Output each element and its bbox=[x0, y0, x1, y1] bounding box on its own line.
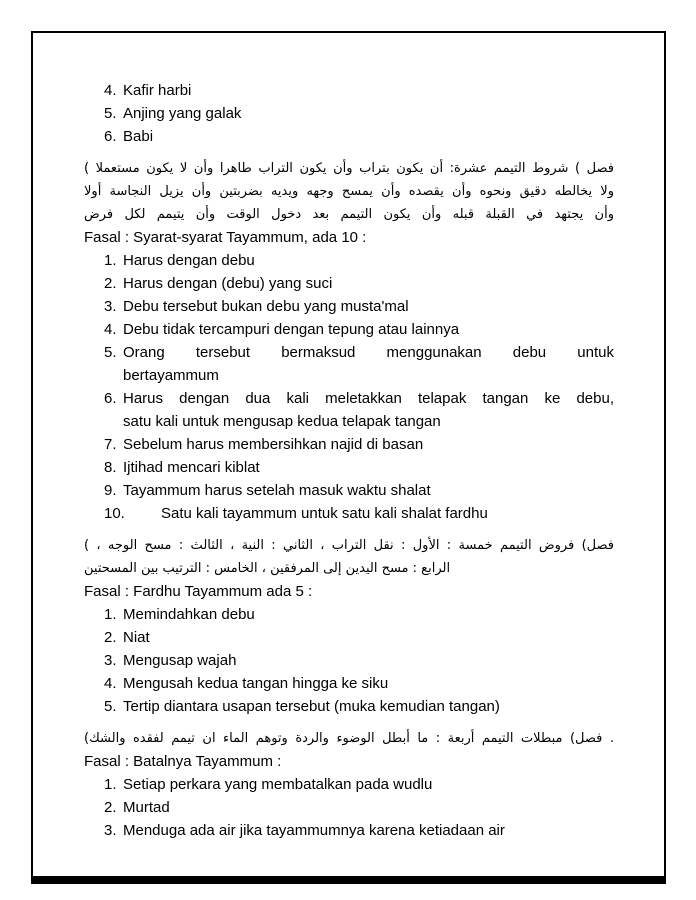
list-item bbox=[104, 79, 614, 102]
item-text: Satu kali tayammum untuk satu kali shalat fardhu bbox=[161, 505, 488, 522]
item-text: Sebelum harus membersihkan najid di basan bbox=[123, 436, 424, 453]
item-number: 3. bbox=[104, 298, 117, 315]
list-item bbox=[104, 249, 614, 272]
item-number: 4. bbox=[104, 321, 117, 338]
item-number: 5. bbox=[104, 344, 117, 361]
item-number: 1. bbox=[104, 252, 117, 269]
list-item bbox=[104, 433, 614, 456]
item-number: 2. bbox=[104, 629, 117, 646]
item-text: Murtad bbox=[123, 799, 170, 816]
arabic-line: وأن يجتهد في القبلة قبله وأن يكون التيمم بعد دخول الوقت وأن يتيمم لكل فرض bbox=[84, 207, 614, 222]
item-text: Ijtihad mencari kiblat bbox=[123, 459, 260, 476]
list-item bbox=[104, 819, 614, 842]
list-item bbox=[104, 387, 614, 410]
item-number bbox=[104, 364, 123, 387]
item-text: Debu tersebut bukan debu yang musta'mal bbox=[123, 298, 409, 315]
arabic-line: فصل) فروض التيمم خمسة : الأول : نقل التراب ، الثاني : النية ، الثالث : مسح الوجه ، ) bbox=[84, 538, 614, 553]
list-item bbox=[104, 102, 614, 125]
item-number: 6. bbox=[104, 128, 117, 145]
list-item bbox=[104, 695, 614, 718]
item-text: Harus dengan debu bbox=[123, 252, 255, 269]
intro-numbered-list bbox=[84, 79, 614, 148]
item-number: 5. bbox=[104, 105, 117, 122]
list-item bbox=[104, 479, 614, 502]
list-item bbox=[104, 626, 614, 649]
list-item bbox=[104, 603, 614, 626]
list-item bbox=[104, 672, 614, 695]
list-item bbox=[104, 410, 614, 433]
item-text: Orang tersebut bermaksud menggunakan debu untuk bbox=[123, 344, 614, 361]
item-text: Tertip diantara usapan tersebut (muka kemudian tangan) bbox=[123, 698, 500, 715]
item-text: Harus dengan dua kali meletakkan telapak tangan ke debu, bbox=[123, 390, 614, 407]
section-batalnya-tayammum bbox=[84, 727, 614, 842]
item-text: Tayammum harus setelah masuk waktu shalat bbox=[123, 482, 431, 499]
list-item bbox=[104, 649, 614, 672]
list-item bbox=[104, 796, 614, 819]
section-heading-syarat: Fasal : Syarat-syarat Tayammum, ada 10 : bbox=[84, 229, 367, 246]
item-text: Harus dengan (debu) yang suci bbox=[123, 275, 333, 292]
item-text: Niat bbox=[123, 629, 150, 646]
arabic-line: . فصل) مبطلات التيمم أربعة : ما أبطل الوضوء والردة وتوهم الماء ان تيمم لفقده والشك) bbox=[84, 731, 614, 746]
list-item bbox=[104, 125, 614, 148]
arabic-paragraph-fardhu bbox=[84, 534, 614, 580]
arabic-line: ولا يخالطه دقيق ونحوه وأن يقصده وأن يمسح وجهه ويديه بضربتين وأن يزيل النجاسة أولا bbox=[84, 184, 614, 199]
list-item bbox=[104, 773, 614, 796]
item-number: 2. bbox=[104, 275, 117, 292]
list-item bbox=[104, 502, 614, 525]
list-item bbox=[104, 318, 614, 341]
item-text: satu kali untuk mengusap kedua telapak tangan bbox=[123, 413, 441, 430]
item-text: bertayammum bbox=[123, 367, 219, 384]
item-text: Setiap perkara yang membatalkan pada wudlu bbox=[123, 776, 433, 793]
section-heading-batal: Fasal : Batalnya Tayammum : bbox=[84, 753, 282, 770]
list-item bbox=[104, 295, 614, 318]
section-fardhu-tayammum bbox=[84, 534, 614, 718]
syarat-numbered-list bbox=[84, 249, 614, 525]
list-item bbox=[104, 272, 614, 295]
item-number: 3. bbox=[104, 652, 117, 669]
item-text: Anjing yang galak bbox=[123, 105, 242, 122]
item-number: 6. bbox=[104, 390, 117, 407]
batal-numbered-list bbox=[84, 773, 614, 842]
item-number: 5. bbox=[104, 698, 117, 715]
section-heading-fardhu: Fasal : Fardhu Tayammum ada 5 : bbox=[84, 583, 313, 600]
list-item bbox=[104, 341, 614, 364]
item-text: Mengusap wajah bbox=[123, 652, 237, 669]
item-text: Kafir harbi bbox=[123, 82, 192, 99]
item-number: 4. bbox=[104, 82, 117, 99]
item-text: Babi bbox=[123, 128, 154, 145]
item-text: Memindahkan debu bbox=[123, 606, 255, 623]
item-number: 7. bbox=[104, 436, 117, 453]
item-text: Mengusah kedua tangan hingga ke siku bbox=[123, 675, 389, 692]
arabic-line: فصل ) شروط التيمم عشرة: أن يكون بتراب وأن يكون التراب طاهرا وأن لا يكون مستعملا ) bbox=[84, 161, 614, 176]
item-number: 2. bbox=[104, 799, 117, 816]
item-number: 9. bbox=[104, 482, 117, 499]
item-number: 4. bbox=[104, 675, 117, 692]
section-syarat-tayammum bbox=[84, 157, 614, 525]
arabic-paragraph-syarat bbox=[84, 157, 614, 226]
item-number: 3. bbox=[104, 822, 117, 839]
item-number: 1. bbox=[104, 776, 117, 793]
item-number bbox=[104, 410, 123, 433]
item-text: Debu tidak tercampuri dengan tepung atau lainnya bbox=[123, 321, 460, 338]
list-item bbox=[104, 364, 614, 387]
item-number: 10. bbox=[104, 505, 125, 522]
item-text: Menduga ada air jika tayammumnya karena ketiadaan air bbox=[123, 822, 505, 839]
fardhu-numbered-list bbox=[84, 603, 614, 718]
page-border bbox=[31, 31, 666, 884]
arabic-paragraph-batal bbox=[84, 727, 614, 750]
list-item bbox=[104, 456, 614, 479]
item-number: 1. bbox=[104, 606, 117, 623]
arabic-line: الرابع : مسح اليدين إلى المرفقين ، الخامس : الترتيب بين المسحتين bbox=[84, 561, 451, 576]
item-number: 8. bbox=[104, 459, 117, 476]
